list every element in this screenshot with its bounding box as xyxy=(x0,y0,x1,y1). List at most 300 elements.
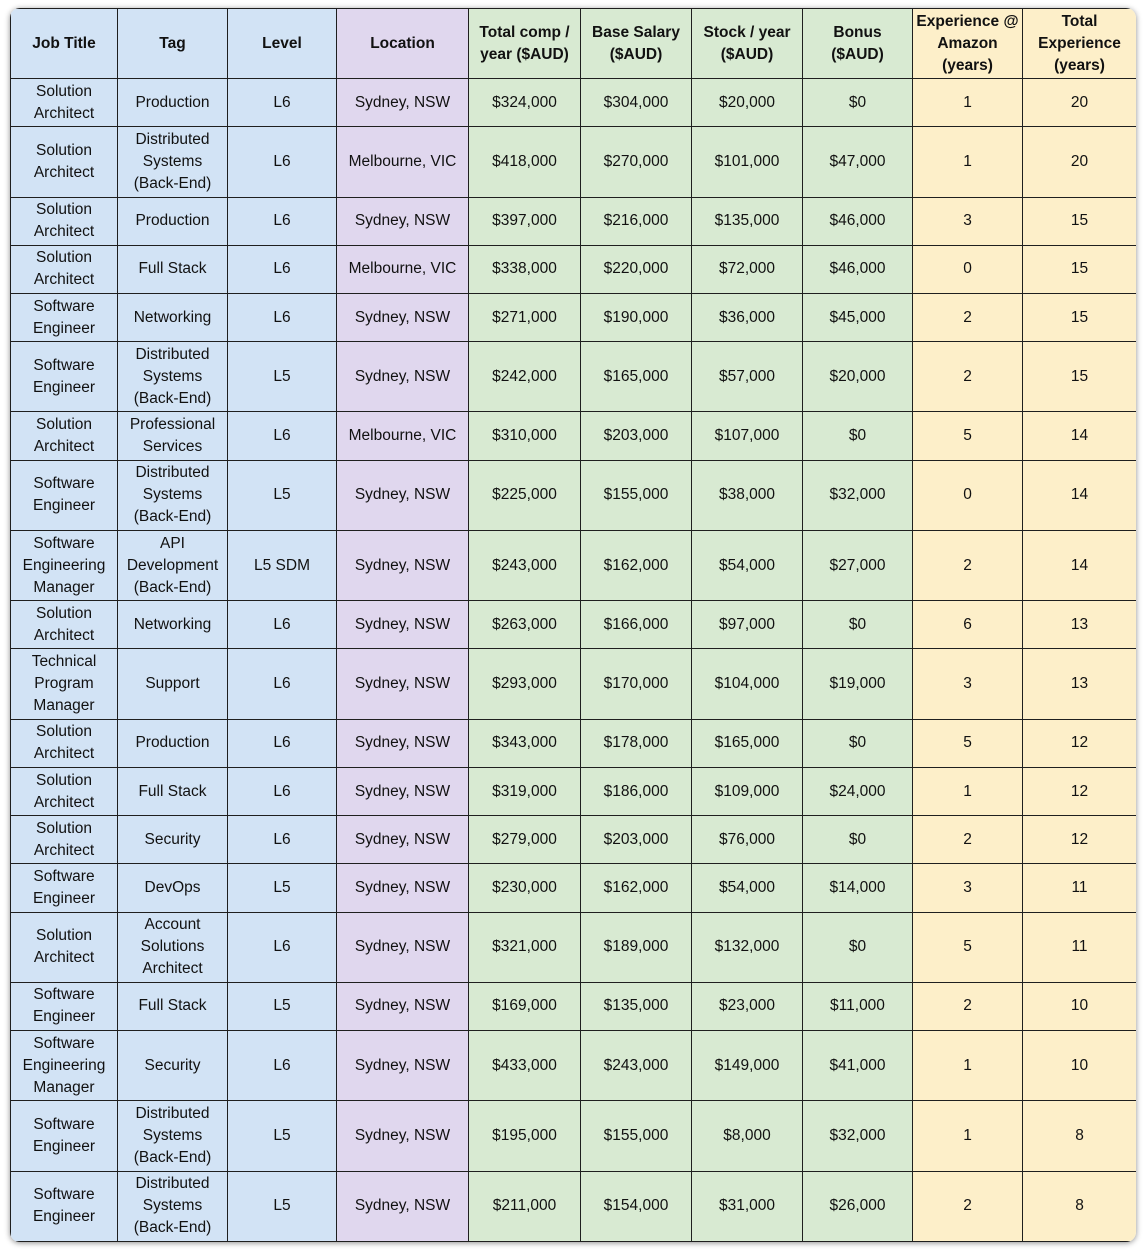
cell-value: Sydney, NSW xyxy=(354,93,451,111)
cell-value: L6 xyxy=(273,782,291,800)
cell-value: $107,000 xyxy=(714,427,780,444)
cell-value: 13 xyxy=(1070,675,1089,693)
cell-tag xyxy=(118,79,228,127)
column-header-total-experience xyxy=(1023,9,1137,79)
cell-value: L6 xyxy=(273,675,291,693)
cell-value: $0 xyxy=(848,93,867,111)
cell-value: $97,000 xyxy=(718,615,776,633)
cell-total-comp xyxy=(469,1101,581,1171)
cell-value: 11 xyxy=(1071,938,1088,956)
cell-total-experience xyxy=(1023,412,1137,460)
cell-level xyxy=(228,1171,337,1241)
cell-value: $54,000 xyxy=(718,556,776,574)
cell-bonus xyxy=(803,1171,913,1241)
cell-level xyxy=(228,1101,337,1171)
cell-value: 8 xyxy=(1075,1197,1084,1215)
cell-base-salary xyxy=(581,1031,692,1101)
cell-stock xyxy=(692,912,803,982)
cell-value: Solution Architect xyxy=(33,604,95,644)
cell-tag xyxy=(118,342,228,412)
cell-value: L6 xyxy=(273,615,291,633)
cell-value: Sydney, NSW xyxy=(354,615,451,633)
cell-value: 1 xyxy=(963,1126,972,1144)
cell-value: 12 xyxy=(1070,782,1089,800)
cell-value: 14 xyxy=(1070,427,1089,444)
cell-stock xyxy=(692,649,803,719)
cell-tag xyxy=(118,530,228,600)
cell-job-title xyxy=(11,79,118,127)
cell-level xyxy=(228,649,337,719)
cell-total-comp xyxy=(469,1031,581,1101)
cell-level xyxy=(228,982,337,1030)
table-row xyxy=(11,1101,1137,1171)
cell-stock xyxy=(692,245,803,293)
table-row xyxy=(11,982,1137,1030)
column-header-label: Total comp / year ($AUD) xyxy=(479,23,570,63)
cell-total-comp xyxy=(469,767,581,815)
cell-value: 10 xyxy=(1070,1056,1089,1074)
cell-value: Solution Architect xyxy=(33,201,95,241)
cell-value: $195,000 xyxy=(492,1126,557,1144)
table-row xyxy=(11,293,1137,341)
cell-value: $0 xyxy=(848,830,867,848)
cell-value: 12 xyxy=(1070,734,1089,752)
cell-value: L6 xyxy=(273,1056,291,1074)
cell-value: $24,000 xyxy=(829,782,886,800)
cell-stock xyxy=(692,1101,803,1171)
cell-tag xyxy=(118,912,228,982)
cell-tag xyxy=(118,1031,228,1101)
cell-level xyxy=(228,719,337,767)
cell-value: $418,000 xyxy=(492,152,557,170)
cell-base-salary xyxy=(581,864,692,912)
cell-base-salary xyxy=(581,601,692,649)
cell-total-comp xyxy=(469,912,581,982)
cell-experience-amazon xyxy=(913,1031,1023,1101)
column-header-tag xyxy=(118,9,228,79)
column-header-label: Tag xyxy=(159,34,186,52)
cell-experience-amazon xyxy=(913,912,1023,982)
cell-value: Full Stack xyxy=(138,997,207,1015)
cell-value: Melbourne, VIC xyxy=(348,260,457,278)
cell-stock xyxy=(692,767,803,815)
cell-tag xyxy=(118,982,228,1030)
cell-location xyxy=(337,1101,469,1171)
cell-experience-amazon xyxy=(913,342,1023,412)
cell-job-title xyxy=(11,1101,118,1171)
cell-value: Production xyxy=(135,93,210,111)
table-row xyxy=(11,767,1137,815)
cell-total-experience xyxy=(1023,1171,1137,1241)
cell-experience-amazon xyxy=(913,982,1023,1030)
column-header-location xyxy=(337,9,469,79)
cell-value: $279,000 xyxy=(492,830,557,848)
cell-value: Technical Program Manager xyxy=(31,653,97,715)
cell-total-comp xyxy=(469,530,581,600)
cell-level xyxy=(228,816,337,864)
cell-value: 20 xyxy=(1070,93,1089,111)
cell-level xyxy=(228,412,337,460)
cell-value: $230,000 xyxy=(492,878,557,896)
cell-total-comp xyxy=(469,197,581,245)
cell-experience-amazon xyxy=(913,412,1023,460)
cell-value: $54,000 xyxy=(718,878,776,896)
table-frame xyxy=(10,8,1136,1242)
cell-job-title xyxy=(11,412,118,460)
cell-value: $76,000 xyxy=(718,830,776,848)
cell-stock xyxy=(692,719,803,767)
cell-base-salary xyxy=(581,197,692,245)
cell-base-salary xyxy=(581,412,692,460)
cell-experience-amazon xyxy=(913,767,1023,815)
cell-experience-amazon xyxy=(913,79,1023,127)
cell-experience-amazon xyxy=(913,1101,1023,1171)
cell-job-title xyxy=(11,1031,118,1101)
cell-location xyxy=(337,767,469,815)
cell-value: 2 xyxy=(963,997,972,1015)
cell-value: Distributed Systems (Back-End) xyxy=(133,1104,212,1166)
cell-value: $243,000 xyxy=(603,1056,669,1074)
cell-value: Solution Architect xyxy=(33,927,95,967)
cell-value: Solution Architect xyxy=(33,141,95,181)
cell-value: Sydney, NSW xyxy=(354,830,451,848)
cell-location xyxy=(337,197,469,245)
cell-value: Security xyxy=(144,830,201,848)
cell-level xyxy=(228,293,337,341)
cell-location xyxy=(337,412,469,460)
column-header-label: Total Experience (years) xyxy=(1038,12,1121,74)
cell-value: $23,000 xyxy=(718,997,776,1015)
cell-value: Sydney, NSW xyxy=(354,486,451,504)
cell-value: L5 xyxy=(273,367,291,385)
cell-level xyxy=(228,912,337,982)
cell-bonus xyxy=(803,412,913,460)
cell-value: Sydney, NSW xyxy=(354,1197,451,1215)
cell-location xyxy=(337,912,469,982)
cell-location xyxy=(337,1031,469,1101)
cell-value: $20,000 xyxy=(829,367,886,385)
cell-total-experience xyxy=(1023,342,1137,412)
cell-total-experience xyxy=(1023,601,1137,649)
cell-value: $14,000 xyxy=(829,878,886,896)
cell-value: Distributed Systems (Back-End) xyxy=(133,464,212,526)
cell-value: Networking xyxy=(133,615,212,633)
cell-value: $109,000 xyxy=(714,782,780,800)
cell-value: Software Engineer xyxy=(32,297,96,337)
cell-value: $338,000 xyxy=(492,260,557,278)
cell-value: $72,000 xyxy=(718,260,776,278)
cell-level xyxy=(228,1031,337,1101)
cell-base-salary xyxy=(581,79,692,127)
cell-total-experience xyxy=(1023,460,1137,530)
cell-total-experience xyxy=(1023,127,1137,197)
cell-base-salary xyxy=(581,127,692,197)
cell-value: $0 xyxy=(848,427,867,444)
cell-value: Software Engineering Manager xyxy=(22,1034,106,1096)
cell-location xyxy=(337,649,469,719)
cell-value: 5 xyxy=(963,734,972,752)
cell-value: Sydney, NSW xyxy=(354,367,451,385)
cell-value: Account Solutions Architect xyxy=(140,916,205,978)
cell-tag xyxy=(118,816,228,864)
cell-value: 6 xyxy=(963,615,972,633)
cell-total-comp xyxy=(469,293,581,341)
cell-value: Software Engineer xyxy=(32,986,96,1026)
cell-location xyxy=(337,1171,469,1241)
cell-value: Solution Architect xyxy=(33,723,95,763)
cell-stock xyxy=(692,816,803,864)
cell-bonus xyxy=(803,342,913,412)
cell-value: Sydney, NSW xyxy=(354,997,451,1015)
cell-value: L6 xyxy=(273,93,291,111)
cell-total-comp xyxy=(469,719,581,767)
cell-value: $190,000 xyxy=(603,308,669,326)
table-row xyxy=(11,412,1137,460)
cell-value: $135,000 xyxy=(603,997,669,1015)
cell-level xyxy=(228,245,337,293)
cell-value: Support xyxy=(145,675,200,693)
cell-value: 3 xyxy=(963,212,972,230)
cell-total-comp xyxy=(469,127,581,197)
cell-value: $20,000 xyxy=(718,93,776,111)
cell-value: $343,000 xyxy=(492,734,557,752)
cell-value: Software Engineering Manager xyxy=(22,534,106,596)
cell-stock xyxy=(692,982,803,1030)
cell-value: $155,000 xyxy=(603,1126,669,1144)
cell-job-title xyxy=(11,1171,118,1241)
cell-value: 15 xyxy=(1070,367,1089,385)
cell-value: Melbourne, VIC xyxy=(348,152,457,170)
cell-value: Software Engineer xyxy=(32,1186,96,1226)
cell-stock xyxy=(692,460,803,530)
cell-bonus xyxy=(803,79,913,127)
cell-total-experience xyxy=(1023,912,1137,982)
cell-tag xyxy=(118,767,228,815)
cell-value: Distributed Systems (Back-End) xyxy=(133,345,212,407)
cell-value: $104,000 xyxy=(714,675,780,693)
column-header-experience-amazon xyxy=(913,9,1023,79)
cell-location xyxy=(337,245,469,293)
cell-bonus xyxy=(803,245,913,293)
cell-value: $31,000 xyxy=(718,1197,776,1215)
cell-job-title xyxy=(11,649,118,719)
cell-tag xyxy=(118,245,228,293)
cell-value: 0 xyxy=(963,486,972,504)
column-header-label: Location xyxy=(370,34,435,52)
cell-value: $178,000 xyxy=(603,734,669,752)
cell-level xyxy=(228,197,337,245)
cell-level xyxy=(228,460,337,530)
table-row xyxy=(11,79,1137,127)
cell-value: Sydney, NSW xyxy=(354,878,451,896)
cell-value: 14 xyxy=(1070,556,1089,574)
cell-total-experience xyxy=(1023,1031,1137,1101)
cell-value: $203,000 xyxy=(603,427,669,444)
cell-value: Solution Architect xyxy=(33,771,95,811)
cell-value: L6 xyxy=(273,938,291,956)
cell-total-comp xyxy=(469,79,581,127)
cell-job-title xyxy=(11,293,118,341)
cell-value: 8 xyxy=(1075,1126,1084,1144)
cell-location xyxy=(337,530,469,600)
cell-experience-amazon xyxy=(913,601,1023,649)
table-row xyxy=(11,127,1137,197)
cell-experience-amazon xyxy=(913,864,1023,912)
cell-job-title xyxy=(11,245,118,293)
cell-value: 15 xyxy=(1070,260,1089,278)
cell-value: $170,000 xyxy=(603,675,669,693)
cell-bonus xyxy=(803,649,913,719)
cell-value: 12 xyxy=(1070,830,1089,848)
cell-value: $211,000 xyxy=(492,1197,557,1215)
cell-value: $225,000 xyxy=(492,486,557,504)
cell-job-title xyxy=(11,197,118,245)
cell-value: $310,000 xyxy=(492,427,557,444)
cell-value: $293,000 xyxy=(492,675,557,693)
cell-value: Software Engineer xyxy=(32,867,96,907)
cell-value: API Development (Back-End) xyxy=(126,534,219,596)
cell-bonus xyxy=(803,530,913,600)
column-header-stock xyxy=(692,9,803,79)
cell-total-experience xyxy=(1023,767,1137,815)
cell-value: 15 xyxy=(1070,308,1089,326)
cell-level xyxy=(228,601,337,649)
cell-value: $162,000 xyxy=(603,556,669,574)
cell-total-comp xyxy=(469,601,581,649)
cell-value: 13 xyxy=(1070,615,1089,633)
cell-job-title xyxy=(11,530,118,600)
cell-value: Sydney, NSW xyxy=(354,1056,451,1074)
cell-tag xyxy=(118,293,228,341)
cell-value: 2 xyxy=(963,1197,972,1215)
cell-location xyxy=(337,864,469,912)
cell-value: $186,000 xyxy=(603,782,669,800)
cell-total-experience xyxy=(1023,197,1137,245)
cell-stock xyxy=(692,1171,803,1241)
cell-level xyxy=(228,79,337,127)
cell-base-salary xyxy=(581,293,692,341)
cell-level xyxy=(228,864,337,912)
cell-value: $169,000 xyxy=(492,997,557,1015)
table-row xyxy=(11,816,1137,864)
cell-job-title xyxy=(11,982,118,1030)
cell-value: $45,000 xyxy=(829,308,886,326)
cell-job-title xyxy=(11,601,118,649)
cell-location xyxy=(337,982,469,1030)
cell-value: $135,000 xyxy=(714,212,780,230)
cell-stock xyxy=(692,79,803,127)
column-header-bonus xyxy=(803,9,913,79)
cell-value: $242,000 xyxy=(492,367,557,385)
cell-tag xyxy=(118,1171,228,1241)
cell-tag xyxy=(118,649,228,719)
cell-experience-amazon xyxy=(913,530,1023,600)
cell-value: Sydney, NSW xyxy=(354,782,451,800)
cell-total-comp xyxy=(469,342,581,412)
cell-value: 2 xyxy=(963,308,972,326)
cell-value: Sydney, NSW xyxy=(354,556,451,574)
cell-value: $149,000 xyxy=(714,1056,780,1074)
cell-value: Production xyxy=(135,734,210,752)
cell-total-experience xyxy=(1023,649,1137,719)
cell-experience-amazon xyxy=(913,816,1023,864)
cell-bonus xyxy=(803,601,913,649)
cell-value: Melbourne, VIC xyxy=(348,427,457,444)
cell-value: $324,000 xyxy=(492,93,557,111)
cell-value: 10 xyxy=(1070,997,1089,1015)
cell-tag xyxy=(118,127,228,197)
cell-value: Full Stack xyxy=(138,782,207,800)
table-row xyxy=(11,1171,1137,1241)
column-header-label: Base Salary ($AUD) xyxy=(592,23,680,63)
cell-value: Security xyxy=(144,1056,201,1074)
cell-value: Networking xyxy=(133,308,212,326)
cell-experience-amazon xyxy=(913,719,1023,767)
cell-bonus xyxy=(803,197,913,245)
cell-job-title xyxy=(11,912,118,982)
cell-value: L6 xyxy=(273,427,291,444)
cell-stock xyxy=(692,197,803,245)
cell-value: 15 xyxy=(1070,212,1089,230)
cell-stock xyxy=(692,127,803,197)
table-row xyxy=(11,1031,1137,1101)
cell-value: L6 xyxy=(273,212,291,230)
cell-value: $8,000 xyxy=(723,1126,771,1144)
column-header-label: Stock / year ($AUD) xyxy=(703,23,791,63)
cell-value: Software Engineer xyxy=(32,1115,96,1155)
cell-value: $319,000 xyxy=(492,782,557,800)
cell-value: $26,000 xyxy=(829,1197,886,1215)
cell-value: L6 xyxy=(273,830,291,848)
cell-total-comp xyxy=(469,982,581,1030)
cell-total-comp xyxy=(469,245,581,293)
cell-experience-amazon xyxy=(913,649,1023,719)
cell-level xyxy=(228,127,337,197)
column-header-label: Experience @ Amazon (years) xyxy=(916,12,1019,74)
cell-value: $220,000 xyxy=(603,260,669,278)
cell-value: 5 xyxy=(963,427,972,444)
cell-location xyxy=(337,342,469,412)
column-header-total-comp xyxy=(469,9,581,79)
cell-value: $165,000 xyxy=(714,734,780,752)
cell-value: Full Stack xyxy=(138,260,207,278)
cell-total-experience xyxy=(1023,79,1137,127)
cell-value: 5 xyxy=(963,938,972,956)
cell-value: Solution Architect xyxy=(33,819,95,859)
cell-bonus xyxy=(803,460,913,530)
cell-value: 2 xyxy=(963,367,972,385)
cell-experience-amazon xyxy=(913,127,1023,197)
cell-value: 3 xyxy=(963,878,972,896)
cell-job-title xyxy=(11,816,118,864)
cell-location xyxy=(337,293,469,341)
cell-value: 2 xyxy=(963,830,972,848)
table-row xyxy=(11,719,1137,767)
cell-job-title xyxy=(11,342,118,412)
cell-value: $32,000 xyxy=(829,1126,886,1144)
cell-tag xyxy=(118,601,228,649)
cell-location xyxy=(337,79,469,127)
cell-value: $11,000 xyxy=(830,997,885,1015)
cell-value: Software Engineer xyxy=(32,475,96,515)
cell-total-experience xyxy=(1023,530,1137,600)
cell-bonus xyxy=(803,293,913,341)
cell-bonus xyxy=(803,127,913,197)
cell-value: 3 xyxy=(963,675,972,693)
cell-value: Sydney, NSW xyxy=(354,675,451,693)
cell-value: L5 xyxy=(273,997,291,1015)
cell-value: 0 xyxy=(963,260,972,278)
